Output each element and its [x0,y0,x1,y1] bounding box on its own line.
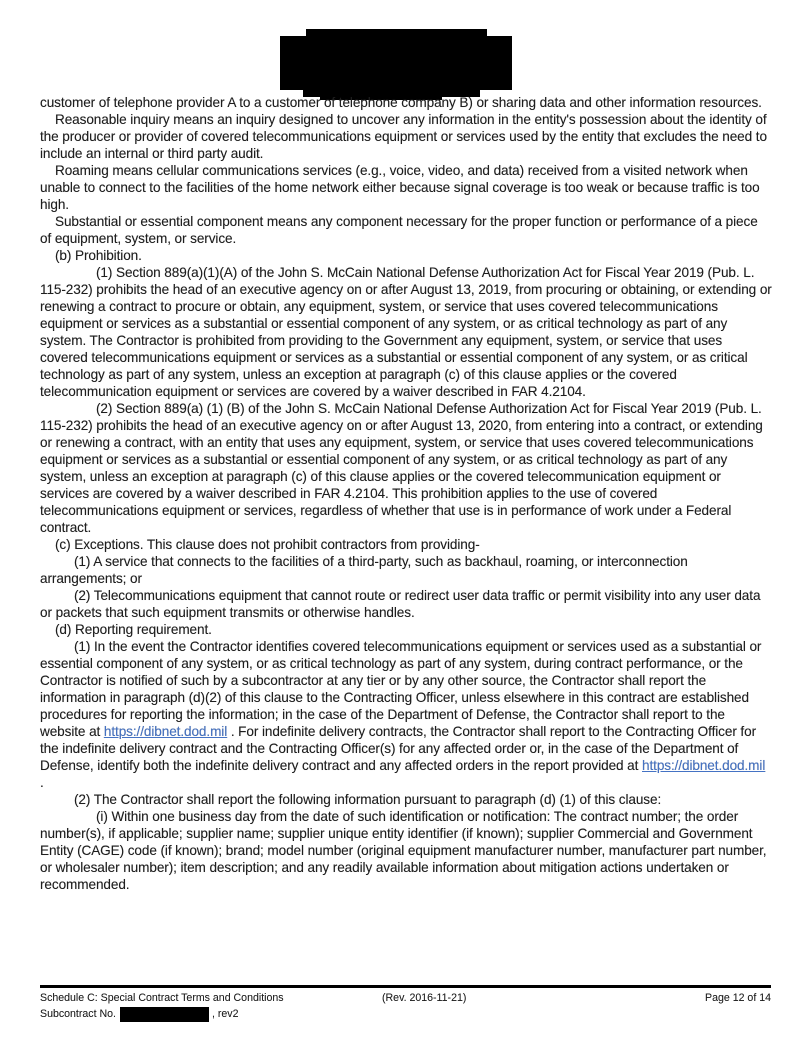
paragraph [40,553,772,587]
paragraph [40,111,772,162]
paragraph [40,621,772,638]
paragraph [40,264,772,400]
dibnet-link[interactable]: https://dibnet.dod.mil [642,758,766,773]
footer [40,991,771,1022]
paragraph [40,247,772,264]
text-run: . For indefinite delivery contracts, the Contractor shall report to the Contracting Officer for the indefinite delivery contract and the Contracting Officer(s) for any affected order or, in the case of the Department of Defense, identify both the indefinite delivery contract and any affected orders in the report provided at [40,724,756,773]
text-run: . [40,775,44,790]
paragraph [40,400,772,536]
text-run: (i) Within one business day from the date of such identification or notification: The contract number; the order number(s), if applicable; supplier name; supplier unique entity identifier (if known); supplier Commercial and Government Entity (CAGE) code (if known); brand; model number (original equipment manufacturer number, manufacturer part number, or wholesaler number); item description; and any readily available information about mitigation actions undertaken or recommended. [40,809,767,892]
paragraph [40,808,772,893]
footer-subcontract-label: Subcontract No. [40,1008,116,1020]
footer-schedule-title: Schedule C: Special Contract Terms and Conditions [40,992,284,1004]
paragraph [40,587,772,621]
text-run: (b) Prohibition. [55,248,142,263]
dibnet-link[interactable]: https://dibnet.dod.mil [103,724,228,739]
text-run: (2) The Contractor shall report the following information pursuant to paragraph (d) (1) of this clause: [74,792,662,807]
paragraph [40,213,772,247]
paragraph [40,774,772,791]
paragraph [40,162,772,213]
text-run: (c) Exceptions. This clause does not prohibit contractors from providing- [55,537,480,552]
text-run: Reasonable inquiry means an inquiry designed to uncover any information in the entity's possession about the identity of the producer or provider of covered telecommunications equipment or services used by the entity that excludes the need to include an internal or third party audit. [40,112,767,161]
redaction-block-main [280,36,512,90]
text-run: (1) Section 889(a)(1)(A) of the John S. McCain National Defense Authorization Act for Fiscal Year 2019 (Pub. L. 115-232) prohibits the head of an executive agency on or after August 13, 2019, from procuring or obtaining, or extending or renewing a contract to procure or obtain, any equipment, system, or service that uses covered telecommunications equipment or services as a substantial or essential component of any system, or as critical technology as part of any system. The Contractor is prohibited from providing to the Government any equipment, system, or service that uses covered telecommunications equipment or services as a substantial or essential component of any system, or as critical technology as part of any system, unless an exception at paragraph (c) of this clause applies or the covered telecommunication equipment or services are covered by a waiver described in FAR 4.2104. [40,265,772,399]
subcontract-number-redaction [120,1007,209,1022]
text-run: (2) Section 889(a) (1) (B) of the John S. McCain National Defense Authorization Act for Fiscal Year 2019 (Pub. L. 115-232) prohibits the head of an executive agency on or after August 13, 2020, from entering into a contract, or extending or renewing a contract, with an entity that uses any equipment, system, or service that uses covered telecommunications equipment or services as a substantial or essential component of any system, or as critical technology as part of any system, unless an exception at paragraph (c) of this clause applies or the covered telecommunication equipment or services are covered by a waiver described in FAR 4.2104. This prohibition applies to the use of covered telecommunications equipment or services, regardless of whether that use is in performance of work under a Federal contract. [40,401,763,535]
text-run: (2) Telecommunications equipment that cannot route or redirect user data traffic or permit visibility into any user data or packets that such equipment transmits or otherwise handles. [40,588,761,620]
footer-subcontract-suffix: , rev2 [211,1008,239,1020]
text-run: customer of telephone provider A to a customer of telephone company B) or sharing data and other information resources. [40,95,762,110]
footer-page-number: Page 12 of 14 [705,992,771,1004]
text-run: Roaming means cellular communications services (e.g., voice, video, and data) received from a visited network when unable to connect to the facilities of the home network either because signal coverage is too weak or because traffic is too high. [40,163,760,212]
paragraph [40,94,772,111]
footer-revision: (Rev. 2016-11-21) [382,992,467,1004]
text-run: (d) Reporting requirement. [55,622,212,637]
footer-rule [40,985,771,988]
text-run: (1) A service that connects to the facilities of a third-party, such as backhaul, roaming, or interconnection arrangements; or [40,554,688,586]
paragraph [40,536,772,553]
text-run: (1) In the event the Contractor identifies covered telecommunications equipment or services used as a substantial or essential component of any system, or as critical technology as part of any system, during contract performance, or the Contractor is notified of such by a subcontractor at any tier or by any other source, the Contractor shall report the information in paragraph (d)(2) of this clause to the Contracting Officer, unless elsewhere in this contract are established procedures for reporting the information; in the case of the Department of Defense, the Contractor shall report to the website at [40,639,762,739]
document-body [40,94,772,893]
footer-row-1 [40,991,771,1005]
paragraph [40,638,772,774]
paragraph [40,791,772,808]
text-run: Substantial or essential component means any component necessary for the proper function or performance of a piece of equipment, system, or service. [40,214,758,246]
footer-row-2 [40,1006,771,1022]
